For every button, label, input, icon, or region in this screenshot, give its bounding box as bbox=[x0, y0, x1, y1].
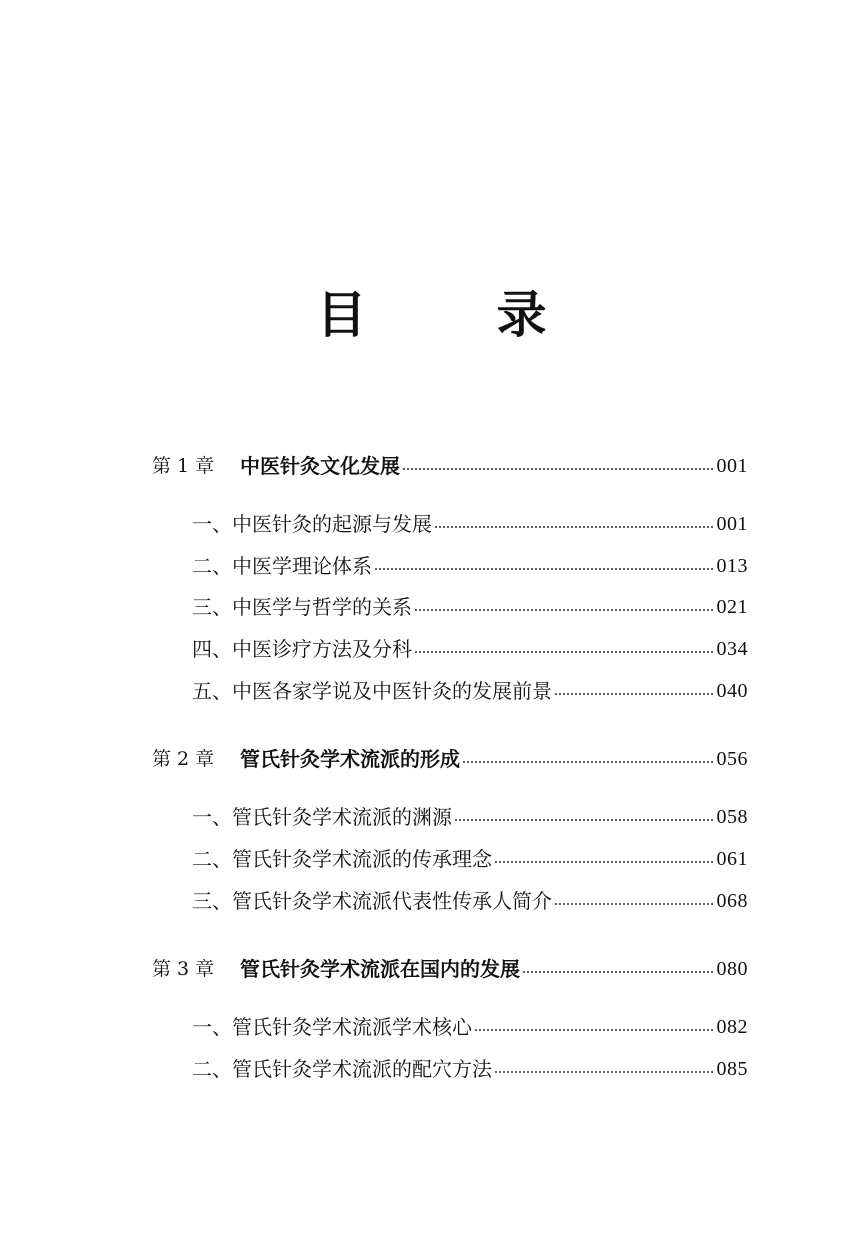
page-number: 061 bbox=[716, 848, 748, 870]
toc-section[interactable] bbox=[192, 551, 748, 581]
page-number: 058 bbox=[716, 806, 748, 828]
section-title: 二、中医学理论体系 bbox=[192, 554, 372, 578]
page-number: 013 bbox=[716, 555, 748, 577]
toc-section[interactable] bbox=[192, 886, 748, 916]
dot-leader bbox=[462, 761, 715, 763]
dot-leader bbox=[414, 651, 715, 653]
toc-section[interactable] bbox=[192, 634, 748, 664]
toc-section[interactable] bbox=[192, 1012, 748, 1042]
page-number: 040 bbox=[716, 680, 748, 702]
chapter-number: 第 2 章 bbox=[152, 748, 215, 770]
page-number: 034 bbox=[716, 638, 748, 660]
dot-leader bbox=[434, 526, 715, 528]
toc-section[interactable] bbox=[192, 592, 748, 622]
chapter-title: 管氏针灸学术流派在国内的发展 bbox=[240, 957, 520, 981]
section-title: 二、管氏针灸学术流派的传承理念 bbox=[192, 847, 492, 871]
section-title: 一、管氏针灸学术流派的渊源 bbox=[192, 805, 452, 829]
toc-section[interactable] bbox=[192, 844, 748, 874]
section-title: 二、管氏针灸学术流派的配穴方法 bbox=[192, 1057, 492, 1081]
toc-section[interactable] bbox=[192, 509, 748, 539]
page-number: 021 bbox=[716, 596, 748, 618]
page-number: 080 bbox=[716, 958, 748, 980]
dot-leader bbox=[414, 609, 715, 611]
toc-chapter-3[interactable] bbox=[152, 954, 748, 984]
dot-leader bbox=[494, 1071, 715, 1073]
section-title: 四、中医诊疗方法及分科 bbox=[192, 637, 412, 661]
page-number: 001 bbox=[716, 513, 748, 535]
section-title: 一、管氏针灸学术流派学术核心 bbox=[192, 1015, 472, 1039]
chapter-number: 第 1 章 bbox=[152, 455, 215, 477]
chapter-title: 中医针灸文化发展 bbox=[240, 454, 400, 478]
dot-leader bbox=[474, 1029, 715, 1031]
toc-section[interactable] bbox=[192, 802, 748, 832]
toc-section[interactable] bbox=[192, 1054, 748, 1084]
section-title: 三、管氏针灸学术流派代表性传承人简介 bbox=[192, 889, 552, 913]
section-title: 三、中医学与哲学的关系 bbox=[192, 595, 412, 619]
dot-leader bbox=[454, 819, 715, 821]
dot-leader bbox=[494, 861, 715, 863]
page-number: 085 bbox=[716, 1058, 748, 1080]
section-title: 一、中医针灸的起源与发展 bbox=[192, 512, 432, 536]
toc-section[interactable] bbox=[192, 676, 748, 706]
page-number: 068 bbox=[716, 890, 748, 912]
page-number: 056 bbox=[716, 748, 748, 770]
page-number: 082 bbox=[716, 1016, 748, 1038]
section-title: 五、中医各家学说及中医针灸的发展前景 bbox=[192, 679, 552, 703]
page-number: 001 bbox=[716, 455, 748, 477]
dot-leader bbox=[522, 971, 715, 973]
dot-leader bbox=[554, 693, 715, 695]
dot-leader bbox=[402, 468, 715, 470]
toc-chapter-1[interactable] bbox=[152, 451, 748, 481]
dot-leader bbox=[374, 568, 715, 570]
chapter-number: 第 3 章 bbox=[152, 958, 215, 980]
chapter-title: 管氏针灸学术流派的形成 bbox=[240, 747, 460, 771]
dot-leader bbox=[554, 903, 715, 905]
toc-chapter-2[interactable] bbox=[152, 744, 748, 774]
page-title: 目 录 bbox=[316, 285, 587, 344]
